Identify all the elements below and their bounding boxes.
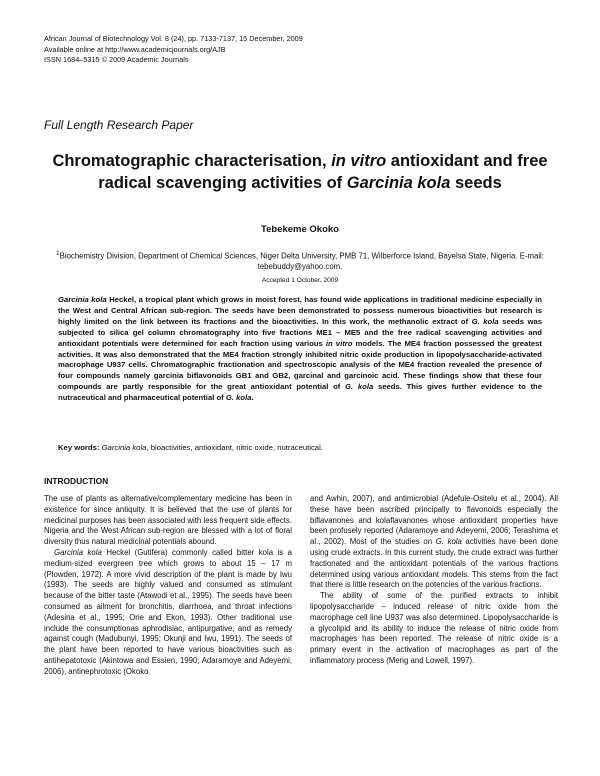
abstract-text-4: seeds. This gives further evidence to the nutraceutical and pharmaceutical potential of [58,382,542,403]
abstract-species-3: G. kola [345,382,374,392]
journal-issn: ISSN 1684–5315 © 2009 Academic Journals [44,55,189,65]
species-name: G. kola [435,537,462,547]
paragraph [44,548,292,678]
keywords-rest: , bioactivities, antioxidant, nitric oxide, nutraceutical. [146,443,323,452]
abstract-species-4: G. kola [225,393,252,403]
journal-citation: African Journal of Biotechnology Vol. 8 (24), pp. 7133-7137, 15 December, 2009 [44,34,303,43]
title-part2: in vitro [331,152,387,170]
affiliation-text: Biochemistry Division, Department of Chemical Sciences, Niger Delta University, PMB 71, Wilberforce Island, Bayelsa State, Nigeria. E-mail: tebebuddy@yahoo.com. [59,251,544,272]
abstract-text-2: seeds was subjected to silica gel column chromatography into five fractions ME1 – ME5 and the free radical scavenging activities and antioxidant potentials were determined for each fraction using various [58,316,542,348]
author-name: Tebekeme Okoko [261,224,339,235]
keyword-species: Garcinia kola [101,443,147,452]
title-part1: Chromatographic characterisation, [52,152,332,170]
abstract-text-3: models. The ME4 fraction possessed the greatest activities. It was also demonstrated that the ME4 fraction strongly inhibited nitric oxide production in lipopolysaccharide-activated macrophage U937 cells. Chromatographic fractionation and spectroscopic analysis of the ME4 fraction revealed the presence of four compounds namely garcinia biflavonoids GB1 and GB2, garcinal and garcinoic acid. These findings show that these four compounds are partly responsible for the great antioxidant potential of [58,338,542,392]
title-part3: antioxidant and free radical scavenging activities of [98,152,548,192]
paragraph-text: Heckel (Gutifera) commonly called bitter kola is a medium-sized evergreen tree which grows to about 15 – 17 m (Plowden, 1972). A more vivid description of the plant is made by Iwu (1993). The seeds are highly valued and consumed as stimulant because of the bitter taste (Atawodi et al., 1995). The seeds have been consumed as ailment for bronchitis, diarrhoea, and throat infections (Adesina et al., 1995; Orie and Ekon, 1993). Other traditional use include the consumptionas aphrodisiac, antipurgative, and as remedy against cough (Madubunyi, 1995; Okunji and Iwu, 1991). The seeds of the plant have been reported to have various bioactivities such as antihepatotoxic (Akintowa and Essien, 1990; Adaramoye and Adeyemi, 2006), antinephrotoxic (Okoko [44,547,292,676]
journal-header [44,34,303,66]
accepted-date: Accepted 1 October, 2009 [261,277,339,284]
paragraph [310,494,558,591]
journal-url[interactable]: Available online at http://www.academicjournals.org/AJB [44,44,226,54]
paragraph: The ability of some of the purified extracts to inhibit lipopolysaccharide – induced release of nitric oxide from the macrophage cell line U937 was also determined. Lipopolysaccharide is a glycolipid and its ability to induce the release of nitric oxide from macrophages has been reported. The release of nitric oxide is a primary event in the activation of macrophages as part of the inflammatory process (Meng and Lowell, 1997). [310,591,558,665]
paragraph: The use of plants as alternative/complementary medicine has been in existence for since antiquity. It is believed that the use of plants for medicinal purposes has been associated with less frequent side effects. Nigeria and the West African sub-region are blessed with a lot of floral diversity thus natural medicinal potentials abound. [44,494,292,547]
paragraph-text: and Awhin, 2007), and antimicrobial (Adefule-Ositelu et al., 2004). All these have been ascribed principally to flavonoids especially the biflavanones and kolaflavanones whose antioxidant properties have been profusely reported (Adaramoye and Adeyemi, 2006; Terashima et al., 2002). Most of the studies on [310,494,558,547]
body-column-left [44,494,292,678]
paper-title [40,150,560,194]
affiliation-sup: 1 [56,250,60,257]
title-part4: Garcinia kola [346,174,451,192]
abstract-text-1: Heckel, a tropical plant which grows in moist forest, has found wide applications in traditional medicine especially in the West and Central African sub-region. The seeds have been demonstrated to possess numerous bioactivities but research is highly limited on the link between its fractions and the bioactivities. In this work, the methanolic extract of [58,295,542,326]
paper-type: Full Length Research Paper [44,118,194,132]
paragraph-text: activities have been done using crude extracts. In this current study, the crude extract was further fractionated and the antioxidant potentials of the various fractions determined using various antioxidant models. This stems from the fact that there is little research on the potencies of the various fractions. [310,537,558,590]
keywords-label: Key words: [58,443,100,452]
affiliation [44,249,556,273]
species-name: Garcinia kola [54,547,102,557]
body-column-right [310,494,558,667]
abstract-text-5: . [251,393,254,403]
abstract-species: Garcinia kola [58,295,107,304]
keywords [58,443,542,453]
abstract [58,295,542,404]
title-part5: seeds [450,174,502,192]
section-heading-introduction: INTRODUCTION [44,476,109,486]
abstract-species-2: G. kola [471,316,499,326]
abstract-invitro: in vitro [325,338,353,348]
